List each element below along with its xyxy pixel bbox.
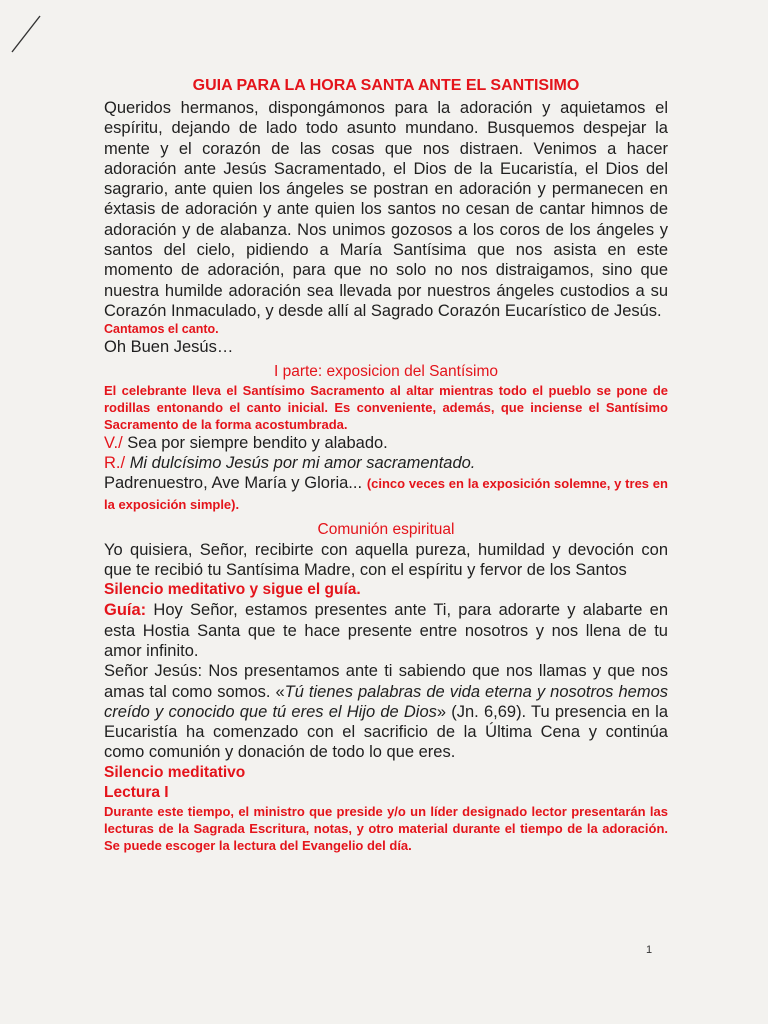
part1-heading: I parte: exposicion del Santísimo: [273, 362, 498, 380]
lord-text-start: Señor Jesús: Nos presentamos ante ti sabiendo que nos llamas y que nos amas tal como somos. «: [104, 662, 668, 701]
response-text: Mi dulcísimo Jesús por mi amor sacramentado.: [129, 453, 476, 472]
lord-paragraph: [104, 661, 668, 762]
communion-text: Yo quisiera, Señor, recibirte con aquella pureza, humildad y devoción con que te recibió tu Santísima Madre, con el espíritu y fervor de los Santos: [104, 540, 668, 580]
canto-instruction: Cantamos el canto.: [104, 322, 219, 337]
pen-mark-icon: [4, 12, 44, 56]
silence-heading: Silencio meditativo: [104, 763, 246, 781]
response-line: [104, 453, 668, 473]
guide-paragraph: [104, 600, 668, 661]
communion-heading: Comunión espiritual: [317, 520, 455, 538]
silence-guide-heading: Silencio meditativo y sigue el guía.: [104, 581, 361, 599]
versicle-line: [104, 433, 668, 453]
reading-heading: Lectura I: [104, 783, 169, 801]
reading-instruction: Durante este tiempo, el ministro que preside y/o un líder designado lector presentarán las lecturas de la Sagrada Escritura, notas, y otro material durante el tiempo de la adoración. Se puede escoger la lectura del Evangelio del día.: [104, 803, 668, 853]
prayers-text: Padrenuestro, Ave María y Gloria...: [104, 474, 363, 493]
intro-paragraph: Queridos hermanos, dispongámonos para la adoración y aquietamos el espíritu, dejando de lado todo asunto mundano. Busquemos despejar la mente y el corazón de las cosas que nos distraen. Venimos a hacer adoración ante Jesús Sacramentado, el Dios de la Eucaristía, el Dios del sagrario, ante quien los ángeles se postran en adoración y permanecen en éxtasis de adoración y ante quien los santos no cesan de cantar himnos de adoración y de alabanza. Nos unimos gozosos a los coros de los ángeles y santos del cielo, pidiendo a María Santísima que nos asista en este momento de adoración, para que no solo no nos distraigamos, sino que nuestra humilde adoración sea llevada por nuestros ángeles custodios a su Corazón Inmaculado, y desde allí al Sagrado Corazón Eucarístico de Jesús.: [104, 99, 668, 320]
document-title: GUIA PARA LA HORA SANTA ANTE EL SANTISIMO: [192, 77, 580, 94]
lord-text-quote: Tú tienes palabras de vida eterna y nosotros hemos creído y conocido que tú eres el Hijo de Dios: [104, 682, 668, 721]
guide-text: Hoy Señor, estamos presentes ante Ti, para adorarte y alabarte en esta Hostia Santa que te hace presente entre nosotros y nos llena de tu amor infinito.: [104, 601, 668, 660]
page-number: 1: [646, 944, 653, 956]
prayers-note: (cinco veces en la exposición solemne, y tres en la exposición simple).: [104, 476, 668, 513]
prayers-line: [104, 473, 668, 516]
document-content: [104, 76, 668, 854]
lord-text-end: » (Jn. 6,69). Tu presencia en la Eucaristía ha comenzado con el sacrificio de la Última Cena y continúa como comunión y donación de todo lo que eres.: [104, 702, 668, 762]
versicle-text: Sea por siempre bendito y alabado.: [127, 433, 388, 452]
versicle-label: V./: [104, 433, 123, 452]
part1-instruction: El celebrante lleva el Santísimo Sacramento al altar mientras todo el pueblo se pone de rodillas entonando el canto inicial. Es conveniente, además, que inciense el Santísimo Sacramento de la forma acostumbrada.: [104, 382, 668, 432]
response-label: R./: [104, 453, 126, 472]
guide-label: Guía:: [104, 601, 147, 620]
canto-name: Oh Buen Jesús…: [104, 338, 234, 357]
